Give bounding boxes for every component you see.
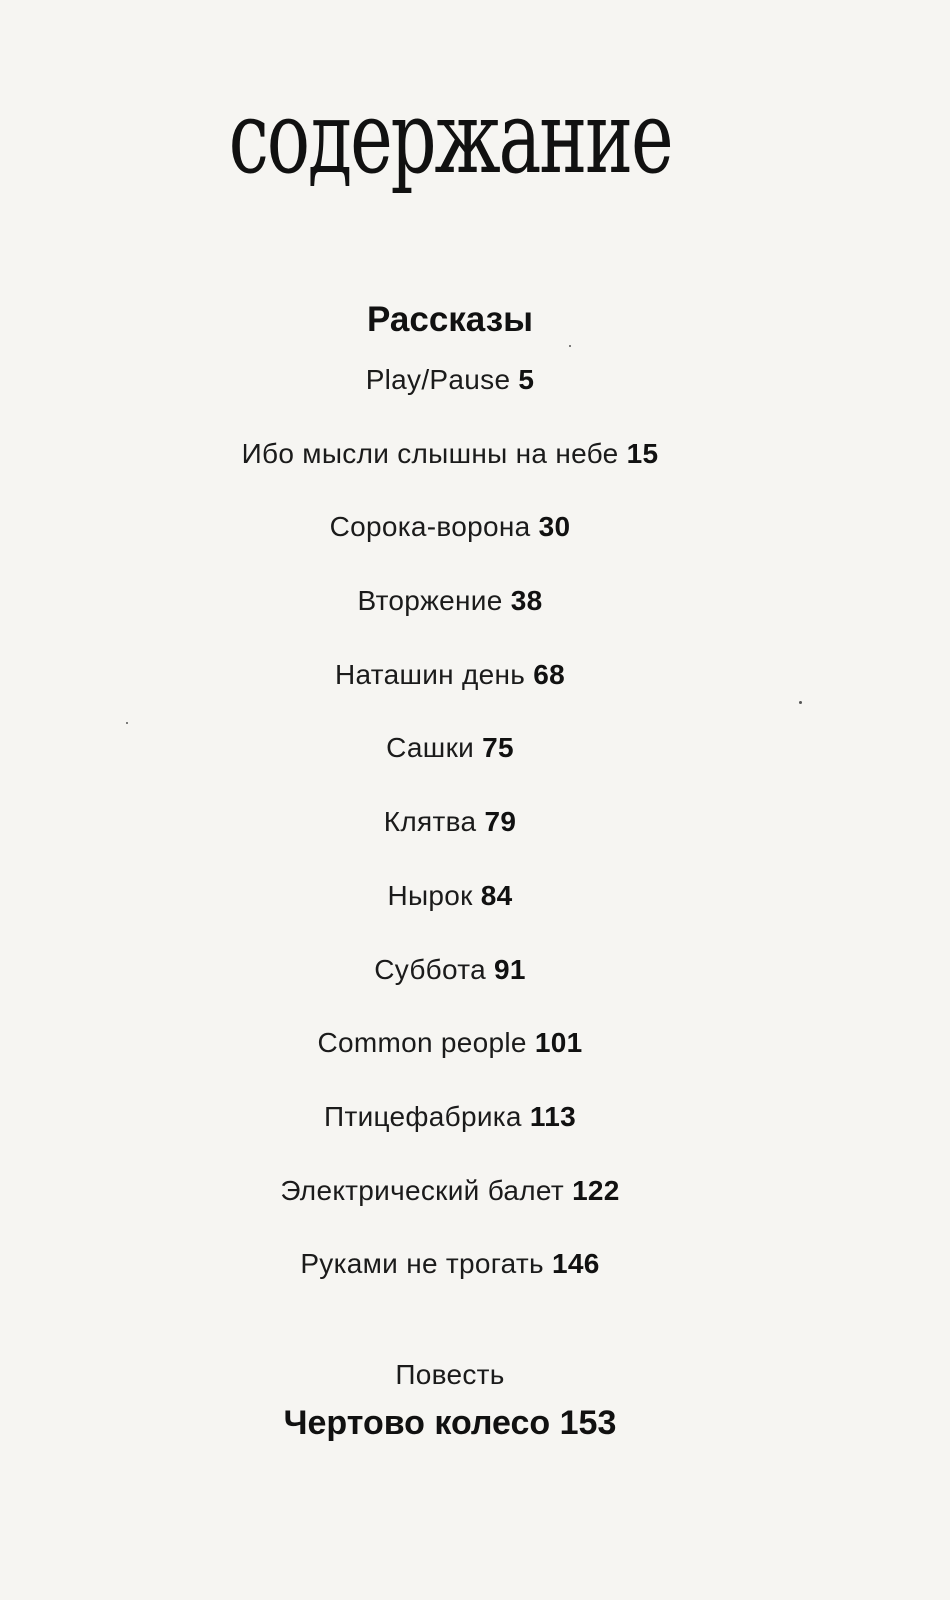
- entry-title: Common people: [317, 1027, 527, 1059]
- paper-speck: [799, 701, 802, 704]
- toc-entry: [0, 800, 900, 874]
- entry-page-number: 75: [482, 732, 514, 764]
- entry-page-number: 91: [494, 953, 526, 985]
- entry-title: Наташин день: [334, 658, 526, 690]
- toc-entry: [0, 1169, 900, 1243]
- toc-entry: [0, 1021, 900, 1095]
- entry-page-number: 30: [538, 511, 571, 543]
- paper-speck: [126, 722, 128, 724]
- entry-title: Сорока-ворона: [329, 511, 531, 543]
- paper-speck: [569, 345, 571, 347]
- entry-title: Вторжение: [357, 585, 503, 617]
- page-title: содержание: [228, 79, 672, 196]
- entry-page-number: 38: [510, 585, 543, 617]
- stories-heading: Рассказы: [367, 300, 533, 339]
- toc-entry: [0, 948, 900, 1022]
- entry-title: Клятва: [383, 806, 477, 838]
- toc-entry: [0, 1242, 900, 1316]
- toc-entry: [0, 874, 900, 948]
- entry-title: Play/Pause: [365, 364, 511, 395]
- novella-entry: [0, 1399, 900, 1447]
- toc-entry: [0, 432, 900, 506]
- novella-label: Повесть: [395, 1359, 505, 1390]
- entry-page-number: 153: [559, 1404, 617, 1442]
- toc-entry: [0, 1095, 900, 1169]
- entry-page-number: 84: [480, 879, 513, 911]
- entry-title: Нырок: [387, 879, 473, 911]
- entry-page-number: 15: [626, 437, 659, 469]
- entry-page-number: 68: [533, 658, 565, 690]
- toc-entry: [0, 358, 900, 432]
- entry-page-number: 101: [534, 1027, 583, 1059]
- entry-page-number: 113: [529, 1100, 576, 1132]
- entry-title: Сашки: [386, 732, 475, 764]
- entry-title: Птицефабрика: [324, 1100, 522, 1132]
- entry-title: Ибо мысли слышны на небе: [241, 437, 619, 469]
- stories-list: [0, 358, 900, 1316]
- entry-title: Суббота: [374, 953, 486, 985]
- entry-page-number: 146: [552, 1248, 600, 1280]
- entry-page-number: 122: [572, 1174, 620, 1206]
- entry-title: Руками не трогать: [300, 1248, 544, 1280]
- toc-entry: [0, 579, 900, 653]
- entry-title: Электрический балет: [280, 1174, 564, 1206]
- entry-page-number: 5: [518, 364, 535, 395]
- toc-entry: [0, 505, 900, 579]
- entry-page-number: 79: [484, 806, 517, 838]
- toc-entry: [0, 653, 900, 727]
- toc-entry: [0, 726, 900, 800]
- entry-title: Чертово колесо: [283, 1404, 551, 1442]
